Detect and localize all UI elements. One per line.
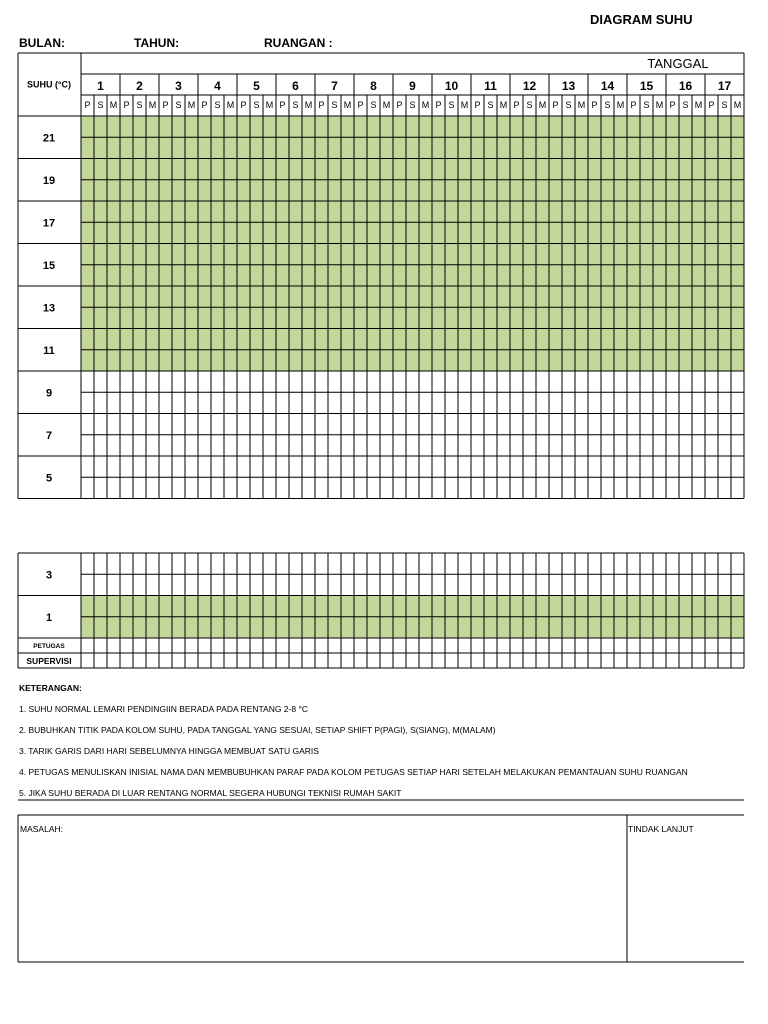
keterangan-heading: KETERANGAN:	[19, 683, 82, 693]
shift-label-p: P	[396, 100, 403, 110]
shift-label-p: P	[162, 100, 169, 110]
shift-label-m: M	[577, 100, 586, 110]
temp-label-9: 9	[45, 387, 53, 400]
keterangan-item-4: 4. PETUGAS MENULISKAN INISIAL NAMA DAN MEMBUBUHKAN PARAF PADA KOLOM PETUGAS SETIAP HARI SETELAH MELAKUKAN PEMANTAUAN SUHU RUANGAN	[19, 767, 688, 777]
bulan-label: BULAN:	[19, 36, 65, 50]
shift-label-p: P	[279, 100, 286, 110]
shift-label-p: P	[669, 100, 676, 110]
shift-label-p: P	[123, 100, 130, 110]
date-label-10: 10	[444, 79, 459, 93]
date-label-4: 4	[214, 79, 221, 93]
shift-label-s: S	[331, 100, 338, 110]
shift-label-s: S	[136, 100, 143, 110]
shift-label-s: S	[175, 100, 182, 110]
shift-label-m: M	[148, 100, 157, 110]
shift-label-m: M	[343, 100, 352, 110]
date-label-5: 5	[253, 79, 260, 93]
shift-label-m: M	[616, 100, 625, 110]
keterangan-item-3: 3. TARIK GARIS DARI HARI SEBELUMNYA HINGGA MEMBUAT SATU GARIS	[19, 746, 319, 756]
shift-label-p: P	[513, 100, 520, 110]
date-label-9: 9	[409, 79, 416, 93]
shift-label-m: M	[109, 100, 118, 110]
shift-label-s: S	[292, 100, 299, 110]
shift-label-p: P	[552, 100, 559, 110]
shift-label-s: S	[97, 100, 104, 110]
date-label-14: 14	[600, 79, 615, 93]
shift-label-s: S	[526, 100, 533, 110]
shift-label-m: M	[694, 100, 703, 110]
shift-label-p: P	[708, 100, 715, 110]
suhu-header: SUHU (°C)	[26, 79, 72, 90]
shift-label-m: M	[460, 100, 469, 110]
shift-label-m: M	[382, 100, 391, 110]
shift-label-p: P	[591, 100, 598, 110]
shift-label-p: P	[84, 100, 91, 110]
date-label-6: 6	[292, 79, 299, 93]
shift-label-m: M	[655, 100, 664, 110]
shift-label-m: M	[187, 100, 196, 110]
date-label-15: 15	[639, 79, 654, 93]
date-label-2: 2	[136, 79, 143, 93]
shift-label-p: P	[240, 100, 247, 110]
supervisi-label: SUPERVISI	[26, 656, 72, 666]
temp-label-7: 7	[45, 429, 53, 442]
shift-label-p: P	[474, 100, 481, 110]
shift-label-m: M	[538, 100, 547, 110]
date-label-12: 12	[522, 79, 537, 93]
shift-label-s: S	[487, 100, 494, 110]
shift-label-s: S	[214, 100, 221, 110]
shift-label-s: S	[448, 100, 455, 110]
date-label-16: 16	[678, 79, 693, 93]
date-label-1: 1	[97, 79, 104, 93]
shift-label-m: M	[421, 100, 430, 110]
shift-label-s: S	[565, 100, 572, 110]
temp-label-19: 19	[42, 174, 56, 187]
shift-label-p: P	[201, 100, 208, 110]
shift-label-p: P	[435, 100, 442, 110]
temp-label-21: 21	[42, 132, 56, 145]
shift-label-s: S	[643, 100, 650, 110]
shift-label-p: P	[630, 100, 637, 110]
temp-label-17: 17	[42, 217, 56, 230]
temp-label-1: 1	[45, 611, 53, 624]
tanggal-header: TANGGAL	[647, 56, 709, 71]
shift-label-m: M	[226, 100, 235, 110]
keterangan-item-1: 1. SUHU NORMAL LEMARI PENDINGIIN BERADA PADA RENTANG 2-8 °C	[19, 704, 308, 714]
temp-label-11: 11	[43, 344, 55, 357]
shift-label-p: P	[318, 100, 325, 110]
keterangan-item-5: 5. JIKA SUHU BERADA DI LUAR RENTANG NORMAL SEGERA HUBUNGI TEKNISI RUMAH SAKIT	[19, 788, 402, 798]
date-label-17: 17	[717, 79, 732, 93]
masalah-label: MASALAH:	[20, 824, 63, 834]
shift-label-s: S	[721, 100, 728, 110]
date-label-13: 13	[561, 79, 576, 93]
keterangan-item-2: 2. BUBUHKAN TITIK PADA KOLOM SUHU, PADA TANGGAL YANG SESUAI, SETIAP SHIFT P(PAGI), S(SIANG), M(MALAM)	[19, 725, 496, 735]
temp-label-5: 5	[45, 472, 53, 485]
shift-label-m: M	[499, 100, 508, 110]
page-title: DIAGRAM SUHU	[590, 12, 693, 27]
shift-label-s: S	[370, 100, 377, 110]
petugas-label: PETUGAS	[33, 643, 65, 650]
shift-label-m: M	[304, 100, 313, 110]
date-label-7: 7	[331, 79, 338, 93]
shift-label-p: P	[357, 100, 364, 110]
shift-label-s: S	[409, 100, 416, 110]
shift-label-m: M	[265, 100, 274, 110]
date-label-8: 8	[370, 79, 377, 93]
tindak-lanjut-label: TINDAK LANJUT	[628, 824, 694, 834]
tahun-label: TAHUN:	[134, 36, 180, 50]
date-label-11: 11	[484, 79, 497, 93]
temp-label-13: 13	[42, 302, 56, 315]
shift-label-m: M	[733, 100, 742, 110]
shift-label-s: S	[253, 100, 260, 110]
shift-label-s: S	[682, 100, 689, 110]
ruangan-label: RUANGAN :	[264, 36, 333, 50]
temp-label-3: 3	[45, 569, 53, 582]
shift-label-s: S	[604, 100, 611, 110]
date-label-3: 3	[175, 79, 182, 93]
temp-label-15: 15	[42, 259, 56, 272]
